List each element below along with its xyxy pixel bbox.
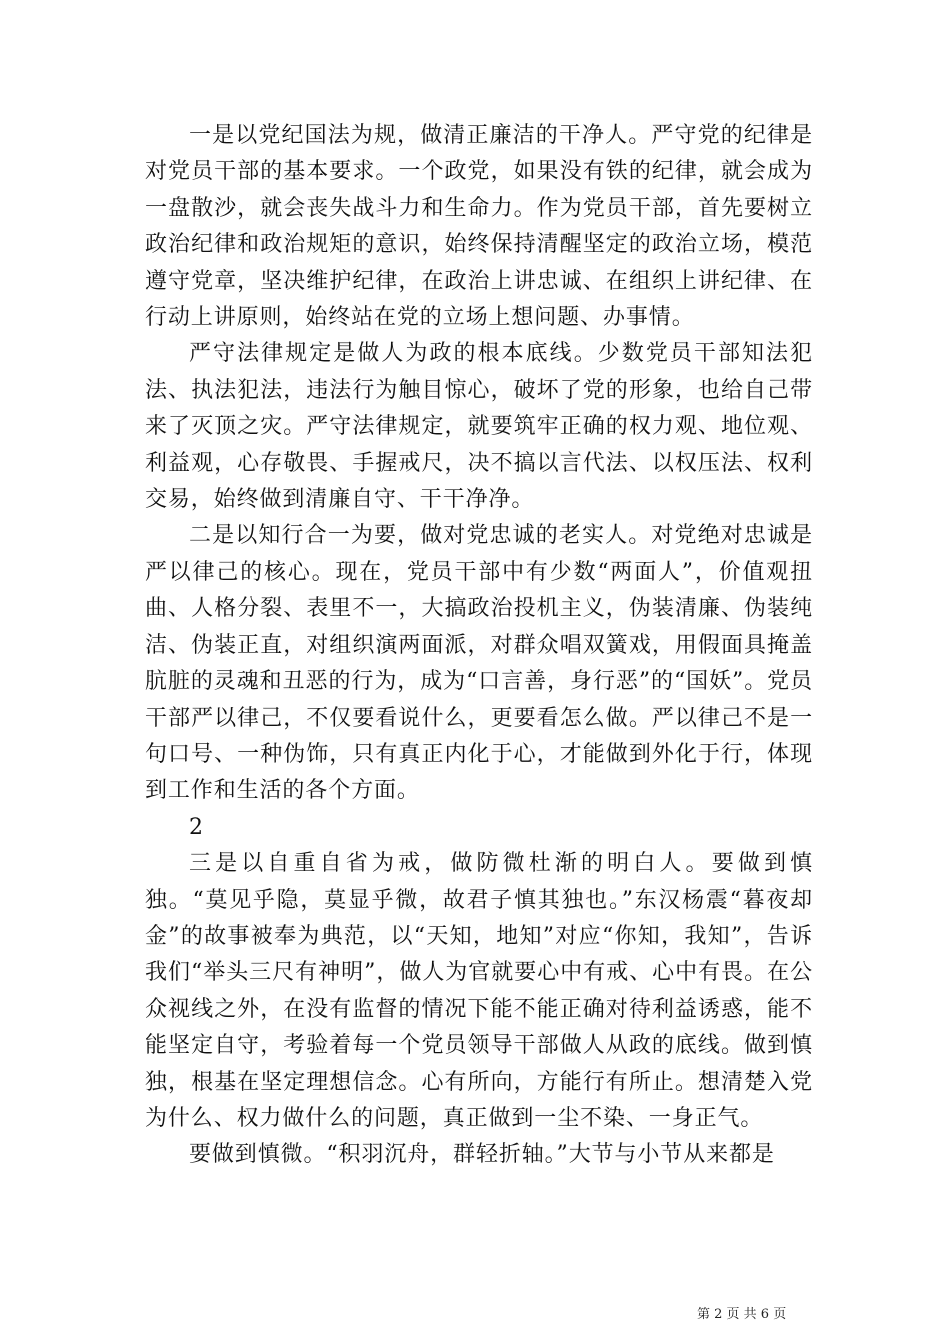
- document-body: [145, 118, 813, 1174]
- paragraph-5: 要做到慎微。“积羽沉舟，群轻折轴。”大节与小节从来都是: [189, 1142, 775, 1168]
- paragraph-3: 二是以知行合一为要，做对党忠诚的老实人。对党绝对忠诚是严以律己的核心。现在，党员干部中有少数“两面人”，价值观扭曲、人格分裂、表里不一，大搞政治投机主义，伪装清廉、伪装纯洁、伪装正直，对组织演两面派，对群众唱双簧戏，用假面具掩盖肮脏的灵魂和丑恶的行为，成为“口言善，身行恶”的“国妖”。党员干部严以律己，不仅要看说什么，更要看怎么做。严以律己不是一句口号、一种伪饰，只有真正内化于心，才能做到外化于行，体现到工作和生活的各个方面。: [145, 523, 813, 804]
- paragraph-1: 一是以党纪国法为规，做清正廉洁的干净人。严守党的纪律是对党员干部的基本要求。一个政党，如果没有铁的纪律，就会成为一盘散沙，就会丧失战斗力和生命力。作为党员干部，首先要树立政治纪律和政治规矩的意识，始终保持清醒坚定的政治立场，模范遵守党章，坚决维护纪律，在政治上讲忠诚、在组织上讲纪律、在行动上讲原则，始终站在党的立场上想问题、办事情。: [145, 123, 813, 331]
- inline-page-number: 2: [189, 814, 204, 840]
- page-footer: 第 2 页 共 6 页: [697, 1307, 787, 1322]
- paragraph-2: 严守法律规定是做人为政的根本底线。少数党员干部知法犯法、执法犯法，违法行为触目惊心，破坏了党的形象，也给自己带来了灭顶之灾。严守法律规定，就要筑牢正确的权力观、地位观、利益观，心存敬畏、手握戒尺，决不搞以言代法、以权压法、权利交易，始终做到清廉自守、干干净净。: [145, 341, 813, 513]
- paragraph-4: 三是以自重自省为戒，做防微杜渐的明白人。要做到慎独。“莫见乎隐，莫显乎微，故君子慎其独也。”东汉杨震“暮夜却金”的故事被奉为典范，以“天知，地知”对应“你知，我知”，告诉我们“举头三尺有神明”，做人为官就要心中有戒、心中有畏。在公众视线之外，在没有监督的情况下能不能正确对待利益诱惑，能不能坚定自守，考验着每一个党员领导干部做人从政的底线。做到慎独，根基在坚定理想信念。心有所向，方能行有所止。想清楚入党为什么、权力做什么的问题，真正做到一尘不染、一身正气。: [145, 851, 813, 1131]
